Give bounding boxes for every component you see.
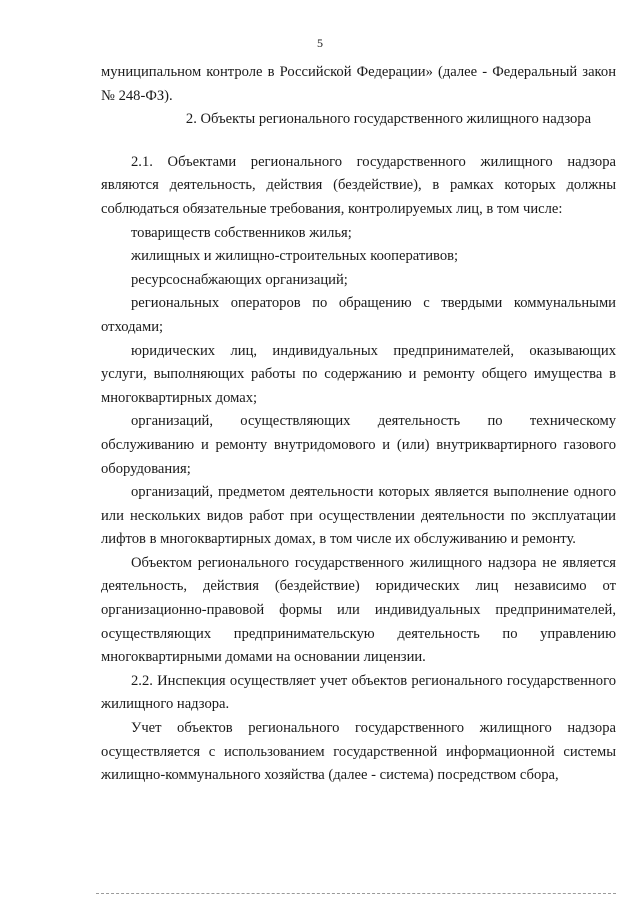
intro-paragraph: муниципальном контроле в Российской Федерации» (далее - Федеральный закон № 248-ФЗ).	[101, 64, 616, 104]
list-item: региональных операторов по обращению с твердыми коммунальными отходами;	[101, 295, 616, 335]
paragraph-accounting: Учет объектов регионального государственного жилищного надзора осуществляется с использованием государственной информационной системы жилищно-коммунального хозяйства (далее - система) посредством сбора,	[101, 720, 616, 784]
list-item: ресурсоснабжающих организаций;	[131, 271, 348, 288]
spacer	[101, 132, 616, 151]
bottom-divider	[96, 893, 616, 894]
page-number: 5	[317, 36, 323, 50]
list-item: жилищных и жилищно-строительных кооперативов;	[131, 248, 459, 265]
paragraph-not-object: Объектом регионального государственного жилищного надзора не является деятельность, действия (бездействие) юридических лиц независимо от организационно-правовой формы или индивидуальных предпринимателей, осуществляющих предпринимательскую деятельность по управлению многоквартирными домами на основании лицензии.	[101, 554, 616, 666]
section-heading: 2. Объекты регионального государственного жилищного надзора	[185, 111, 592, 128]
document-body	[101, 61, 616, 788]
paragraph-2-1: 2.1. Объектами регионального государственного жилищного надзора являются деятельность, действия (бездействие), в рамках которых должны соблюдаться обязательные требования, контролируемых лиц, в том числе:	[101, 153, 616, 217]
list-item: организаций, предметом деятельности которых является выполнение одного или нескольких видов работ при осуществлении деятельности по эксплуатации лифтов в многоквартирных домах, в том числе их обслуживанию и ремонту.	[101, 484, 616, 548]
list-item: товариществ собственников жилья;	[131, 224, 352, 241]
list-item: юридических лиц, индивидуальных предпринимателей, оказывающих услуги, выполняющих работы по содержанию и ремонту общего имущества в многоквартирных домах;	[101, 342, 616, 406]
paragraph-2-2: 2.2. Инспекция осуществляет учет объектов регионального государственного жилищного надзора.	[101, 672, 616, 713]
list-item: организаций, осуществляющих деятельность по техническому обслуживанию и ремонту внутридомового и (или) внутриквартирного газового оборудования;	[101, 413, 616, 477]
